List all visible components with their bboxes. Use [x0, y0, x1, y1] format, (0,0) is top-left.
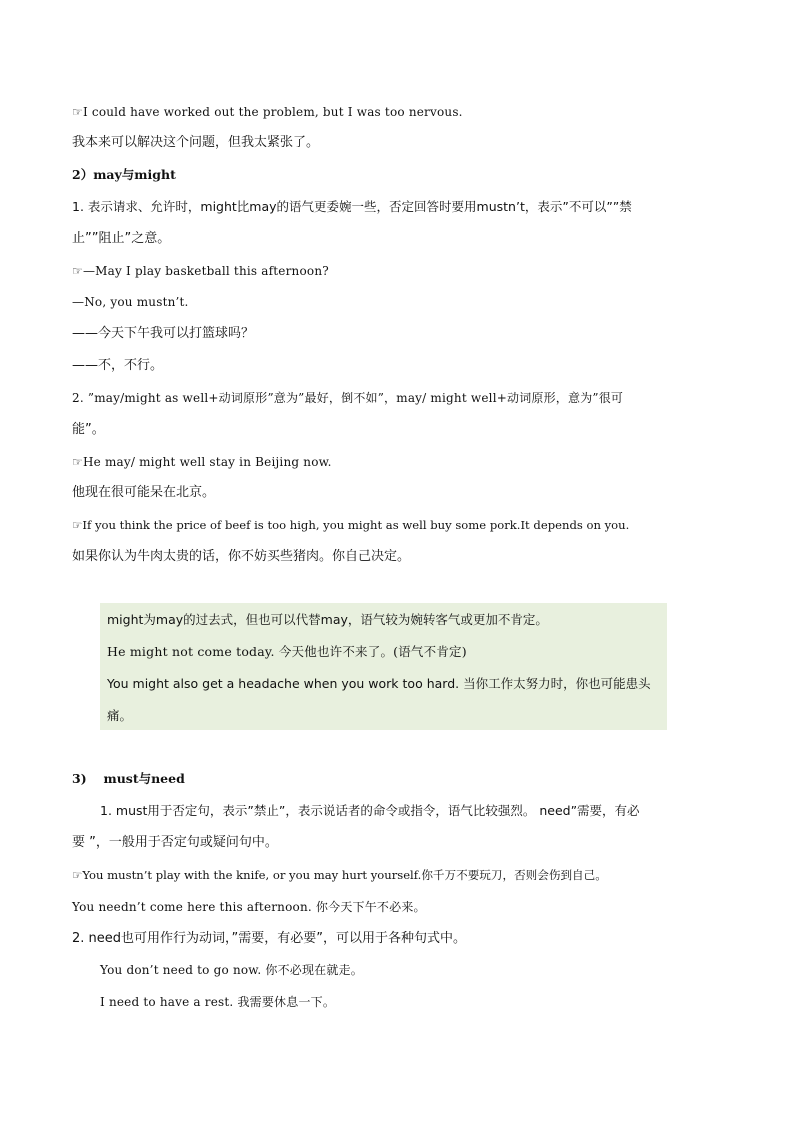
rule-2-line-1: 2. ”may/might as well+动词原形”意为”最好，倒不如”，may/ might well+动词原形，意为”很可 [72, 391, 624, 405]
rule-2-line-2: 能”。 [72, 422, 105, 437]
example-sentence: ☞If you think the price of beef is too high, you might as well buy some pork.It depends on you. [72, 518, 630, 532]
example-sentence: ☞I could have worked out the problem, but I was too nervous. [72, 105, 463, 119]
example-translation: ——今天下午我可以打篮球吗？ [72, 326, 255, 341]
example-translation: 我本来可以解决这个问题，但我太紧张了。 [72, 135, 320, 150]
example-translation: 如果你认为牛肉太贵的话，你不妨买些猪肉。你自己决定。 [72, 549, 411, 564]
example-sentence: You needn’t come here this afternoon. 你今天下午不必来。 [72, 900, 426, 914]
section-heading-may-might: 2）may与might [72, 167, 176, 182]
rule-1-line-1: 1. 表示请求、允许时，might比may的语气更委婉一些，否定回答时要用mustn’t，表示”不可以””禁 [72, 199, 632, 214]
rule-1-line-2: 止””阻止”之意。 [72, 231, 171, 246]
example-sentence: You don’t need to go now. 你不必现在就走。 [100, 963, 363, 977]
note-line: He might not come today. 今天他也许不来了。(语气不肯定) [107, 644, 467, 659]
example-sentence: I need to have a rest. 我需要休息一下。 [100, 995, 336, 1009]
rule-1-line-2: 要 ”，一般用于否定句或疑问句中。 [72, 835, 278, 850]
example-sentence: ☞You mustn’t play with the knife, or you may hurt yourself.你千万不要玩刀，否则会伤到自己。 [72, 868, 607, 882]
note-line: might为may的过去式，但也可以代替may，语气较为婉转客气或更加不肯定。 [107, 612, 548, 627]
example-sentence: ☞—May I play basketball this afternoon? [72, 264, 329, 278]
example-translation: 他现在很可能呆在北京。 [72, 485, 216, 500]
example-sentence: ☞He may/ might well stay in Beijing now. [72, 455, 332, 469]
rule-2-line: 2. need也可用作行为动词，”需要，有必要”，可以用于各种句式中。 [72, 931, 466, 946]
rule-1-line-1: 1. must用于否定句，表示”禁止”，表示说话者的命令或指令，语气比较强烈。 need”需要，有必 [100, 803, 640, 818]
note-line: 痛。 [107, 708, 133, 723]
example-sentence: —No, you mustn’t. [72, 295, 189, 309]
note-line: You might also get a headache when you work too hard. 当你工作太努力时，你也可能患头 [107, 676, 651, 691]
example-translation: ——不，不行。 [72, 358, 164, 373]
section-heading-must-need: 3) must与need [72, 771, 185, 786]
